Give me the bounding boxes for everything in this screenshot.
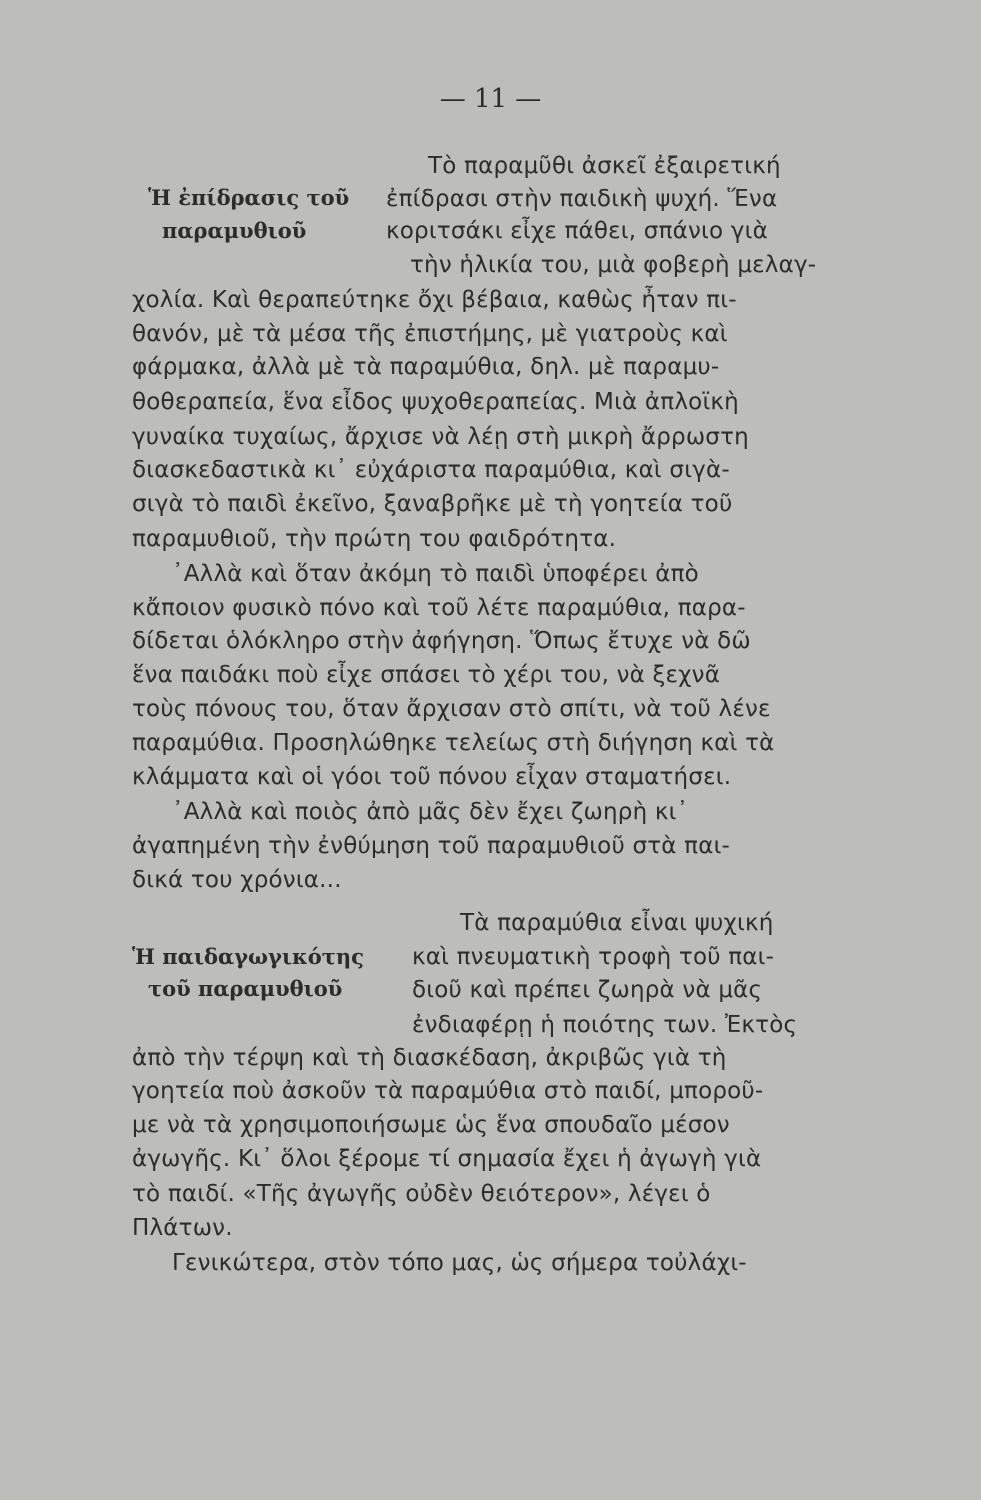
text-line: ἀγαπημένη τὴν ἐνθύμηση τοῦ παραμυθιοῦ στὰ παι- (132, 833, 731, 859)
text-line: κλάμματα καὶ οἱ γόοι τοῦ πόνου εἶχαν σταματήσει. (132, 764, 732, 790)
page-number: — 11 — (439, 84, 542, 114)
text-line: γυναίκα τυχαίως, ἄρχισε νὰ λέῃ στὴ μικρὴ ἄρρωστη (132, 424, 749, 450)
margin-heading-1b: παραμυθιοῦ (162, 218, 307, 243)
text-line: ἀγωγῆς. Κι᾿ ὅλοι ξέρομε τί σημασία ἔχει ἡ ἀγωγὴ γιὰ (132, 1146, 762, 1172)
text-line: θοθεραπεία, ἕνα εἶδος ψυχοθεραπείας. Μιὰ ἀπλοϊκὴ (132, 389, 739, 415)
text-line: τὸ παιδί. «Τῆς ἀγωγῆς οὐδὲν θειότερον», λέγει ὁ (132, 1181, 711, 1207)
text-line: φάρμακα, ἀλλὰ μὲ τὰ παραμύθια, δηλ. μὲ παραμυ- (132, 354, 720, 380)
text-line: Τὰ παραμύθια εἶναι ψυχική (460, 910, 774, 936)
text-line: καὶ πνευματικὴ τροφὴ τοῦ παι- (412, 944, 775, 970)
text-line: παραμύθια. Προσηλώθηκε τελείως στὴ διήγηση καὶ τὰ (132, 730, 775, 756)
text-line: γοητεία ποὺ ἀσκοῦν τὰ παραμύθια στὸ παιδί, μποροῦ- (132, 1078, 764, 1104)
text-line: κἄποιον φυσικὸ πόνο καὶ τοῦ λέτε παραμύθια, παρα- (132, 595, 746, 621)
margin-heading-2a: Ἡ παιδαγωγικότης (132, 944, 364, 969)
text-line: ἕνα παιδάκι ποὺ εἶχε σπάσει τὸ χέρι του, νὰ ξεχνᾶ (132, 662, 721, 688)
text-line: ᾿Αλλὰ καὶ ποιὸς ἀπὸ μᾶς δὲν ἔχει ζωηρὴ κι᾿ (172, 799, 689, 825)
text-line: σιγὰ τὸ παιδὶ ἐκεῖνο, ξαναβρῆκε μὲ τὴ γοητεία τοῦ (132, 491, 733, 517)
text-line: χολία. Καὶ θεραπεύτηκε ὄχι βέβαια, καθὼς ἦταν πι- (132, 287, 737, 313)
text-line: ἐνδιαφέρῃ ἡ ποιότης των. Ἐκτὸς (412, 1012, 798, 1038)
text-line: με νὰ τὰ χρησιμοποιήσωμε ὡς ἕνα σπουδαῖο μέσον (132, 1112, 730, 1138)
text-line: ἐπίδρασι στὴν παιδικὴ ψυχή. Ἕνα (386, 186, 778, 212)
text-line: τοὺς πόνους του, ὅταν ἄρχισαν στὸ σπίτι, νὰ τοῦ λένε (132, 696, 771, 722)
text-line: δικά του χρόνια... (132, 867, 342, 893)
text-line: κοριτσάκι εἶχε πάθει, σπάνιο γιὰ (386, 218, 768, 244)
text-line: ἀπὸ τὴν τέρψη καὶ τὴ διασκέδαση, ἀκριβῶς γιὰ τὴ (132, 1045, 727, 1071)
margin-heading-2b: τοῦ παραμυθιοῦ (148, 976, 343, 1001)
text-line: Τὸ παραμῦθι ἀσκεῖ ἐξαιρετική (428, 153, 781, 179)
text-line: Γενικώτερα, στὸν τόπο μας, ὡς σήμερα τοὐλάχι- (172, 1250, 747, 1276)
text-line: δίδεται ὁλόκληρο στὴν ἀφήγηση. Ὅπως ἔτυχε νὰ δῶ (132, 628, 751, 654)
text-line: ᾿Αλλὰ καὶ ὅταν ἀκόμη τὸ παιδὶ ὑποφέρει ἀπὸ (172, 561, 699, 587)
text-line: Πλάτων. (132, 1215, 233, 1241)
text-line: παραμυθιοῦ, τὴν πρώτη του φαιδρότητα. (132, 526, 617, 552)
text-line: διοῦ καὶ πρέπει ζωηρὰ νὰ μᾶς (412, 977, 763, 1003)
margin-heading-1a: Ἡ ἐπίδρασις τοῦ (148, 185, 350, 210)
text-line: τὴν ἡλικία του, μιὰ φοβερὴ μελαγ- (410, 252, 817, 278)
text-line: θανόν, μὲ τὰ μέσα τῆς ἐπιστήμης, μὲ γιατροὺς καὶ (132, 321, 728, 347)
text-line: διασκεδαστικὰ κι᾿ εὐχάριστα παραμύθια, καὶ σιγὰ- (132, 457, 730, 483)
